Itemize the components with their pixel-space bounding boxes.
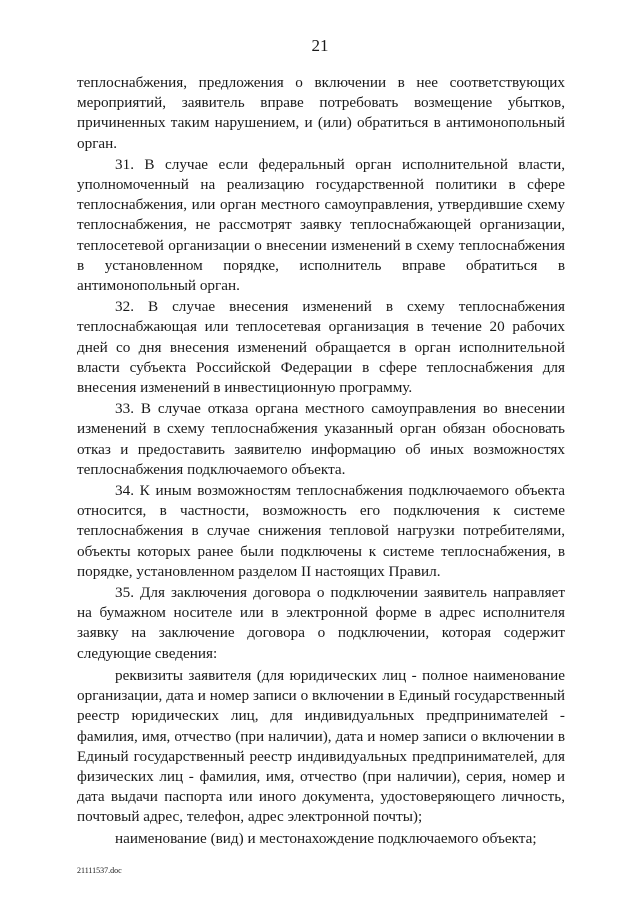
list-item-applicant-details: реквизиты заявителя (для юридических лиц - полное наименование организации, дата и номер записи о включении в Единый государственный реестр юридических лиц, для индивидуальных предпринимателей - фамилия, имя, отчество (при наличии), дата и номер записи о включении в Единый государственный реестр индивидуальных предпринимателей, для физических лиц - фамилия, имя, отчество (при наличии), серия, номер и дата выдачи паспорта или иного документа, удостоверяющего личность, почтовый адрес, телефон, адрес электронной почты); (77, 666, 565, 826)
footer-file-name: 21111537.doc (77, 866, 122, 875)
page-number: 21 (311, 36, 329, 55)
list-item-object-location: наименование (вид) и местонахождение подключаемого объекта; (115, 829, 537, 847)
paragraph-34: 34. К иным возможностям теплоснабжения подключаемого объекта относится, в частности, возможность его подключения к системе теплоснабжения в случае снижения тепловой нагрузки потребителями, объекты которых ранее были подключены к системе теплоснабжения, в порядке, установленном разделом II настоящих Правил. (77, 482, 565, 580)
document-body (77, 73, 565, 850)
paragraph-33: 33. В случае отказа органа местного самоуправления во внесении изменений в схему теплоснабжения указанный орган обязан обосновать отказ и предоставить заявителю информацию об иных возможностях теплоснабжения подключаемого объекта. (77, 400, 565, 478)
paragraph-35: 35. Для заключения договора о подключении заявитель направляет на бумажном носителе или в электронной форме в адрес исполнителя заявку на заключение договора о подключении, которая содержит следующие сведения: (77, 584, 565, 662)
paragraph-31: 31. В случае если федеральный орган исполнительной власти, уполномоченный на реализацию государственной политики в сфере теплоснабжения, или орган местного самоуправления, утвердившие схему теплоснабжения, не рассмотрят заявку теплоснабжающей организации, теплосетевой организации о внесении изменений в схему теплоснабжения в установленном порядке, исполнитель вправе обратиться в антимонопольный орган. (77, 155, 565, 295)
paragraph-32: 32. В случае внесения изменений в схему теплоснабжения теплоснабжающая или теплосетевая организация в течение 20 рабочих дней со дня внесения изменений обращается в орган исполнительной власти субъекта Российской Федерации в сфере теплоснабжения для внесения изменений в инвестиционную программу. (77, 298, 565, 397)
paragraph-continuation: теплоснабжения, предложения о включении в нее соответствующих мероприятий, заявитель вправе потребовать возмещение убытков, причиненных таким нарушением, и (или) обратиться в антимонопольный орган. (77, 74, 565, 152)
